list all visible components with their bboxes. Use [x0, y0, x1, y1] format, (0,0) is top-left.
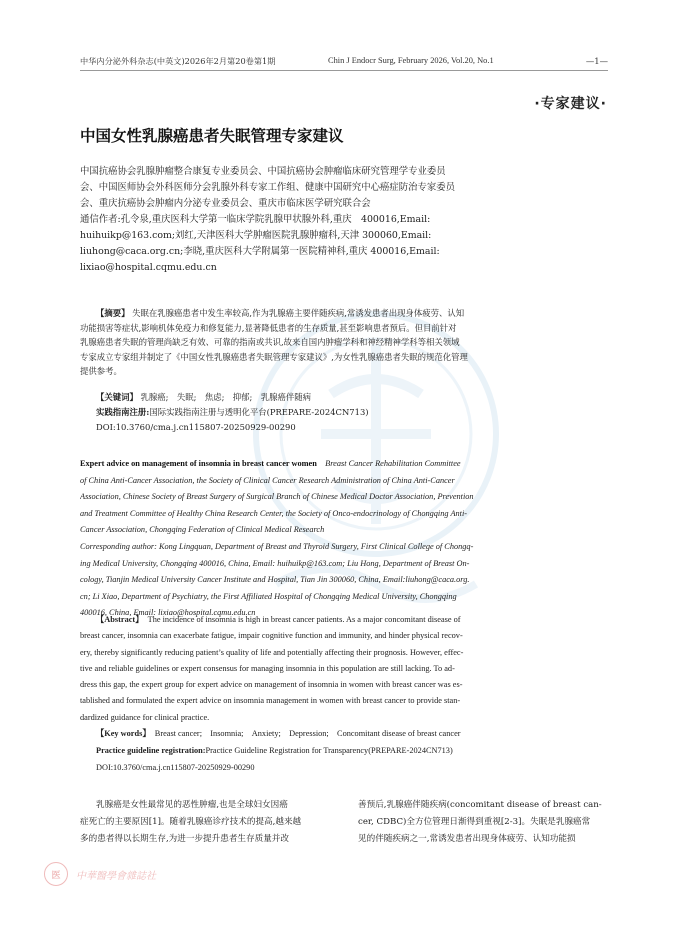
english-affil-line: Association, Chinese Society of Breast Surgery of Surgical Branch of Chinese Medical Doctor Association, Prevention	[80, 492, 474, 502]
english-corr-line: Corresponding author: Kong Lingquan, Department of Breast and Thyroid Surgery, First Clinical College of Chongq-	[80, 541, 474, 551]
guideline-en-line: Practice guideline registration:Practice Guideline Registration for Transparency(PREPARE-2024CN713)	[96, 745, 453, 755]
running-header	[80, 56, 608, 71]
body-line: 见的伴随疾病之一,常诱发患者出现身体疲劳、认知功能损	[358, 833, 576, 844]
author-line: huihuikp@163.com;刘红,天津医科大学肿瘤医院乳腺肿瘤科,天津 300060,Email:	[80, 230, 432, 241]
keywords-en-line: 【Key words】 Breast cancer; Insomnia; Anxiety; Depression; Concomitant disease of breast cancer	[96, 729, 461, 738]
author-line: 会、重庆抗癌协会肿瘤内分泌专业委员会、重庆市临床医学研究联合会	[80, 198, 371, 209]
abstract-cn-line: 提供参考。	[80, 366, 122, 376]
journal-name-cn: 中华内分泌外科杂志(中英文)2026年2月第20卷第1期	[80, 56, 276, 66]
keywords-cn-line: 【关键词】 乳腺癌; 失眠; 焦虑; 抑郁; 乳腺癌伴随病	[96, 392, 311, 402]
doi-en[interactable]: DOI:10.3760/cma.j.cn115807-20250929-00290	[96, 762, 255, 772]
author-line: lixiao@hospital.cqmu.edu.cn	[80, 262, 217, 273]
body-line: 多的患者得以长期生存,为进一步提升患者生存质量并改	[80, 833, 289, 844]
english-corr-line: cn; Li Xiao, Department of Psychiatry, the First Affiliated Hospital of Chongqing Medical University, Chongqing	[80, 591, 457, 601]
keywords-cn-label: 【关键词】	[96, 392, 138, 402]
abstract-en-line: breast cancer, insomnia can exacerbate fatigue, impair cognitive function and immunity, and hinder physical recov-	[80, 631, 463, 641]
abstract-en	[80, 612, 610, 726]
doi-cn[interactable]: DOI:10.3760/cma.j.cn115807-20250929-00290	[96, 422, 296, 432]
english-corr-line: ing Medical University, Chongqing 400016, China, Email: huihuikp@163.com; Liu Hong, Department of Breast On-	[80, 558, 470, 568]
english-corr-line: 400016, China, Email: lixiao@hospital.cqmu.edu.cn	[80, 608, 256, 618]
author-line: 会、中国医师协会外科医师分会乳腺外科专家工作组、健康中国研究中心癌症防治专家委员	[80, 182, 456, 193]
keywords-en-label: 【Key words】	[96, 729, 147, 738]
abstract-en-line: dardized guidance for clinical practice.	[80, 712, 210, 722]
abstract-en-label: 【Abstract】	[96, 615, 140, 624]
abstract-cn	[80, 306, 610, 379]
english-affil-line: Cancer Association, Chongqing Federation of Clinical Medical Research	[80, 525, 325, 535]
page-number: —1—	[585, 56, 608, 66]
author-line: 中国抗癌协会乳腺肿瘤整合康复专业委员会、中国抗癌协会肿瘤临床研究管理学专业委员	[80, 166, 446, 177]
keywords-en	[80, 726, 610, 776]
abstract-en-line: dress this gap, the expert group for expert advice on management of insomnia in women with breast cancer was es-	[80, 680, 463, 690]
english-affil-line: and Treatment Committee of Healthy China Research Center, the Society of Onco-endocrinology of Chongqing Anti-	[80, 508, 468, 518]
publisher-name: 中華醫學會雜誌社	[76, 870, 156, 882]
guideline-cn-label: 实践指南注册:	[96, 407, 150, 417]
guideline-en-label: Practice guideline registration:	[96, 745, 206, 755]
abstract-cn-line: 乳腺癌患者失眠的管理尚缺乏有效、可靠的指南或共识,故来自国内肿瘤学科和神经精神学科等相关领域	[80, 337, 460, 347]
abstract-cn-line: 功能损害等症状,影响机体免疫力和修复能力,显著降低患者的生存质量,甚至影响患者预后。但目前针对	[80, 322, 457, 333]
body-column-left	[80, 797, 332, 847]
body-line: 症死亡的主要原因[1]。随着乳腺癌诊疗技术的提高,越来越	[80, 816, 302, 827]
abstract-en-line: 【Abstract】 The incidence of insomnia is high in breast cancer patients. As a major concomitant disease of	[96, 615, 461, 624]
author-line: 通信作者:孔令泉,重庆医科大学第一临床学院乳腺甲状腺外科,重庆 400016,Email:	[80, 214, 431, 225]
abstract-en-line: ery, thereby significantly reducing patient’s quality of life and potentially affecting their prognosis. However, effec-	[80, 647, 464, 657]
abstract-en-line: tablished and formulated the expert advice on insomnia management in women with breast cancer to provide stan-	[80, 696, 461, 706]
author-line: liuhong@caca.org.cn;李晓,重庆医科大学附属第一医院精神科,重庆 400016,Email:	[80, 246, 440, 257]
section-tag: ·专家建议·	[534, 96, 607, 112]
body-line: cer, CDBC)全方位管理日渐得到重视[2-3]。失眠是乳腺癌常	[358, 816, 591, 827]
abstract-cn-label: 【摘要】	[96, 308, 130, 318]
author-affiliations	[80, 164, 610, 276]
journal-name-en: Chin J Endocr Surg, February 2026, Vol.20, No.1	[328, 56, 494, 65]
publisher-logo	[44, 862, 156, 886]
english-title: Expert advice on management of insomnia in breast cancer women	[80, 459, 317, 468]
abstract-en-line: tive and reliable guidelines or expert consensus for managing insomnia in this population are still lacking. To ad-	[80, 663, 455, 673]
english-corr-line: cology, Tianjin Medical University Cancer Institute and Hospital, Tian Jin 300060, China, Email:liuhong@caca.org.	[80, 575, 470, 585]
publisher-seal-icon: 医	[44, 862, 68, 886]
english-title-line: Expert advice on management of insomnia in breast cancer women Breast Cancer Rehabilitation Committee	[80, 459, 461, 468]
abstract-cn-line: 【摘要】 失眠在乳腺癌患者中发生率较高,作为乳腺癌主要伴随疾病,常诱发患者出现身体疲劳、认知	[96, 308, 465, 318]
body-line: 乳腺癌是女性最常见的恶性肿瘤,也是全球妇女因癌	[96, 800, 288, 810]
body-column-right	[358, 797, 610, 847]
body-line: 善预后,乳腺癌伴随疾病(concomitant disease of breast can-	[358, 800, 602, 810]
article-title: 中国女性乳腺癌患者失眠管理专家建议	[80, 127, 344, 145]
guideline-cn-line: 实践指南注册:国际实践指南注册与透明化平台(PREPARE-2024CN713)	[96, 407, 369, 417]
english-affil-line: of China Anti-Cancer Association, the Society of Clinical Cancer Research Administration of China Anti-Cancer	[80, 475, 455, 485]
keywords-cn	[80, 390, 610, 435]
english-title-affiliations	[80, 456, 610, 622]
abstract-cn-line: 专家成立专家组并制定了《中国女性乳腺癌患者失眠管理专家建议》,为女性乳腺癌患者失眠的规范化管理	[80, 351, 468, 362]
